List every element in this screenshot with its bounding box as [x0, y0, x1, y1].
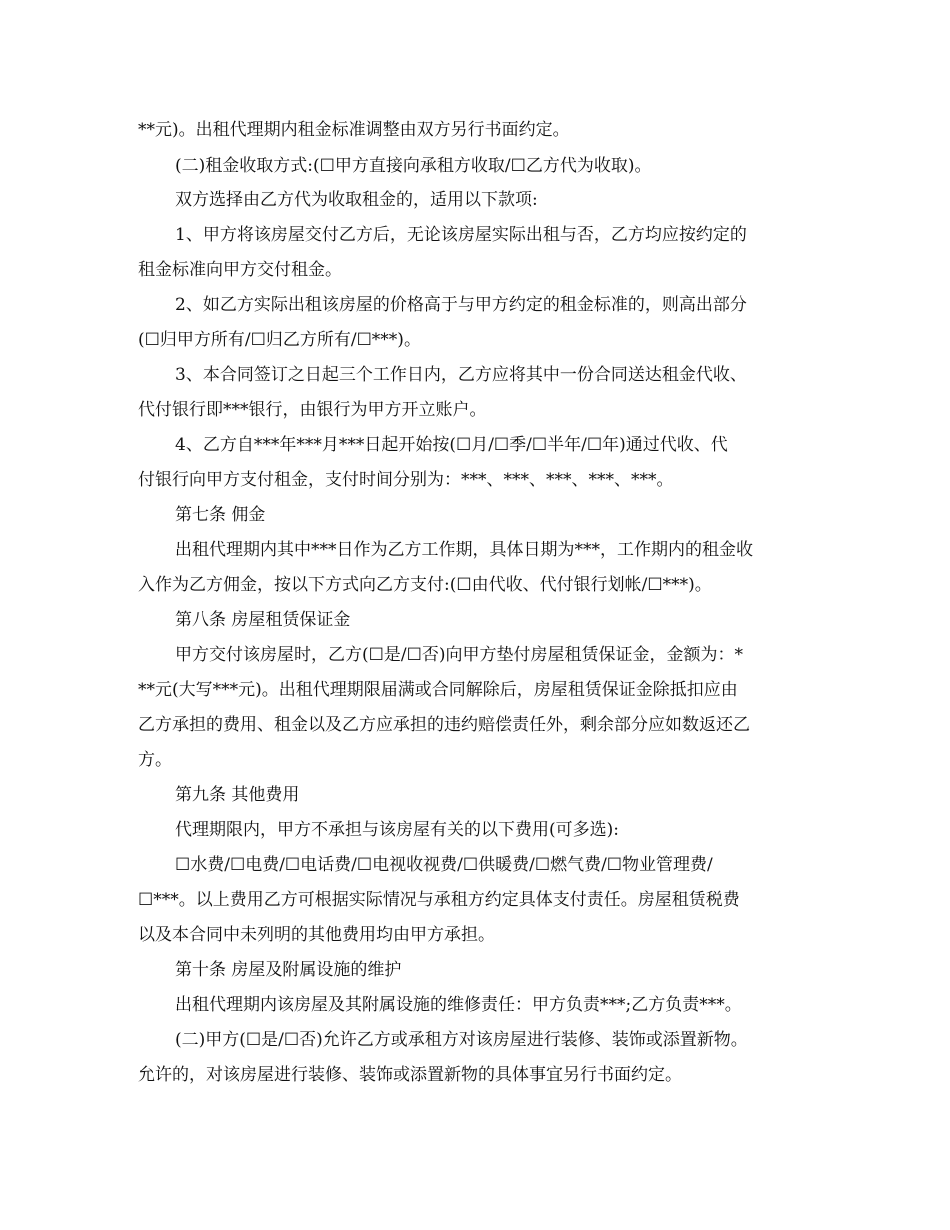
text-line: 租金标准向甲方交付租金。 — [138, 260, 342, 280]
section-heading: 第八条 房屋租赁保证金 — [175, 610, 351, 630]
text-line: 2、如乙方实际出租该房屋的价格高于与甲方约定的租金标准的，则高出部分 — [175, 295, 747, 315]
text-line: 双方选择由乙方代为收取租金的，适用以下款项: — [175, 190, 538, 210]
text-line: (二)甲方(☐是/☐否)允许乙方或承租方对该房屋进行装修、装饰或添置新物。 — [175, 1030, 748, 1050]
text-line: 4、乙方自***年***月***日起开始按(☐月/☐季/☐半年/☐年)通过代收、代 — [175, 435, 728, 455]
text-line: 1、甲方将该房屋交付乙方后，无论该房屋实际出租与否，乙方均应按约定的 — [175, 225, 747, 245]
text-line: 甲方交付该房屋时，乙方(☐是/☐否)向甲方垫付房屋租赁保证金，金额为：* — [175, 645, 743, 665]
text-line: (☐归甲方所有/☐归乙方所有/☐***)。 — [138, 330, 421, 350]
text-line: 出租代理期内该房屋及其附属设施的维修责任：甲方负责***;乙方负责***。 — [175, 995, 742, 1015]
text-line: 入作为乙方佣金，按以下方式向乙方支付:(☐由代收、代付银行划帐/☐***)。 — [138, 575, 712, 595]
text-line: 方。 — [138, 750, 172, 770]
section-heading: 第九条 其他费用 — [175, 785, 300, 805]
text-line: 出租代理期内其中***日作为乙方工作期，具体日期为***，工作期内的租金收 — [175, 540, 753, 560]
text-line: ☐水费/☐电费/☐电话费/☐电视收视费/☐供暖费/☐燃气费/☐物业管理费/ — [175, 855, 713, 875]
section-heading: 第十条 房屋及附属设施的维护 — [175, 960, 402, 980]
text-line: (二)租金收取方式:(☐甲方直接向承租方收取/☐乙方代为收取)。 — [175, 156, 652, 176]
text-line: 3、本合同签订之日起三个工作日内，乙方应将其中一份合同送达租金代收、 — [175, 365, 747, 385]
text-line: **元)。出租代理期内租金标准调整由双方另行书面约定。 — [138, 120, 570, 140]
text-line: **元(大写***元)。出租代理期限届满或合同解除后，房屋租赁保证金除抵扣应由 — [138, 680, 738, 700]
text-line: 乙方承担的费用、租金以及乙方应承担的违约赔偿责任外，剩余部分应如数返还乙 — [138, 715, 750, 735]
text-line: 代理期限内，甲方不承担与该房屋有关的以下费用(可多选): — [175, 820, 619, 840]
text-line: ☐***。以上费用乙方可根据实际情况与承租方约定具体支付责任。房屋租赁税费 — [138, 890, 740, 910]
text-line: 以及本合同中未列明的其他费用均由甲方承担。 — [138, 925, 495, 945]
text-line: 允许的，对该房屋进行装修、装饰或添置新物的具体事宜另行书面约定。 — [138, 1065, 682, 1085]
text-line: 付银行向甲方支付租金，支付时间分别为：***、***、***、***、***。 — [138, 470, 674, 490]
section-heading: 第七条 佣金 — [175, 505, 266, 525]
text-line: 代付银行即***银行，由银行为甲方开立账户。 — [138, 400, 487, 420]
